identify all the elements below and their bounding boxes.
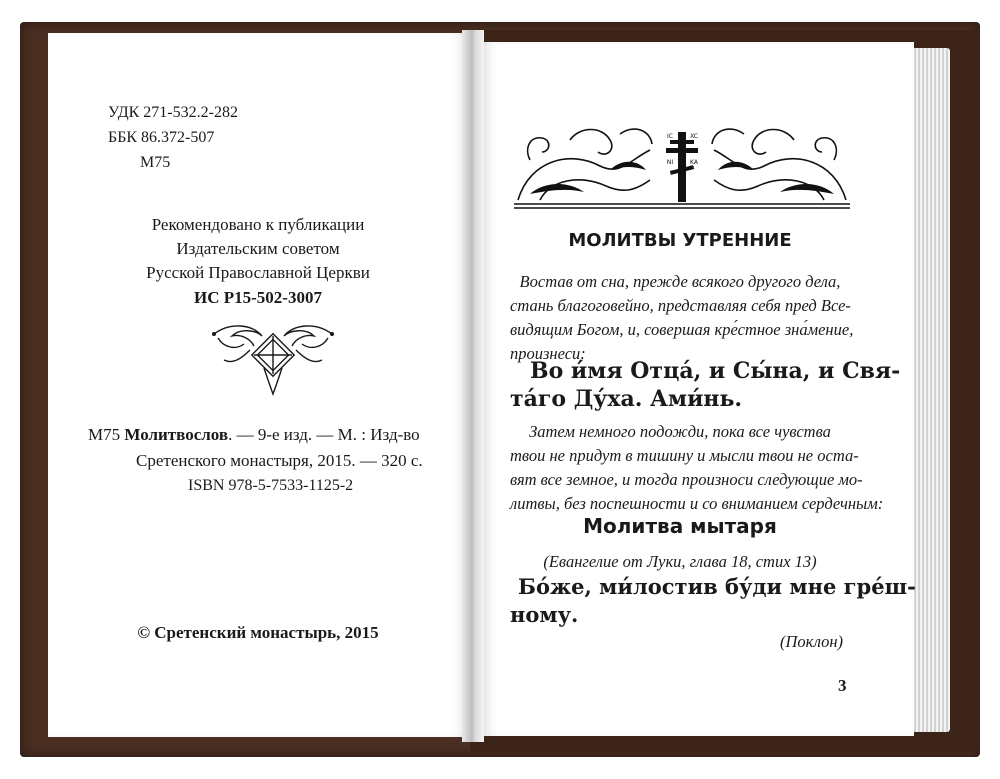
recommend-line-2: Издательским советом: [176, 239, 340, 258]
intro-line-3: видящим Богом, и, совершая кре́стное зна́мение,: [510, 320, 854, 339]
copyright: © Сретенский монастырь, 2015: [137, 623, 379, 642]
headpiece-ornament-icon: [510, 120, 854, 216]
ornament-icon: [210, 320, 336, 396]
biblio-entry-line-2: Сретенского монастыря, 2015. — 320 с.: [136, 451, 423, 470]
prayer-line-1: Бо́же, ми́лостив бу́ди мне гре́ш-: [518, 574, 916, 599]
headpiece-inscription-ka: KA: [690, 159, 698, 166]
prayer-line-2: ному.: [510, 602, 579, 627]
recommend-line-1: Рекомендовано к публикации: [151, 215, 365, 234]
recommend-line-3: Русской Православной Церкви: [146, 263, 370, 282]
isbn: ISBN 978-5-7533-1125-2: [188, 477, 354, 494]
headpiece-inscription-ni: NI: [666, 159, 674, 166]
invocation-line-2: та́го Ду́ха. Ами́нь.: [510, 386, 743, 412]
bow-instruction: (Поклон): [780, 632, 844, 651]
biblio-entry-line-1: [88, 425, 420, 445]
page-number: 3: [838, 676, 847, 695]
biblio-rest: . — 9-е изд. — М. : Изд-во: [228, 425, 420, 444]
instruction-line-4: литвы, без поспешности и со вниманием сердечным:: [510, 494, 884, 513]
instruction-line-3: вят все земное, и тогда произноси следующие мо-: [510, 470, 863, 489]
instruction-line-2: твои не придут в тишину и мысли твои не оста-: [510, 446, 859, 465]
headpiece-inscription-left: IC: [667, 133, 673, 140]
prayer-title: Молитва мытаря: [583, 514, 777, 538]
biblio-title: Молитвослов: [124, 425, 229, 444]
bbk-code: ББК 86.372-507: [108, 129, 215, 146]
section-title: МОЛИТВЫ УТРЕННИЕ: [568, 230, 792, 251]
headpiece-inscription-right: XC: [690, 133, 698, 140]
intro-line-1: Востав от сна, прежде всякого другого дела,: [519, 272, 841, 291]
udk-code: УДК 271-532.2-282: [108, 104, 238, 121]
author-code: М75: [140, 154, 171, 171]
publishing-council-number: ИС Р15-502-3007: [194, 288, 322, 307]
biblio-code: М75: [88, 425, 121, 444]
intro-line-4: произнеси:: [510, 344, 586, 363]
prayer-source: (Евангелие от Луки, глава 18, стих 13): [543, 552, 817, 571]
intro-line-2: стань благоговейно, представляя себя пред Все-: [510, 296, 851, 315]
invocation-line-1: Во и́мя Отца́, и Сы́на, и Свя-: [530, 358, 901, 384]
page-edges: [912, 48, 950, 732]
instruction-line-1: Затем немного подожди, пока все чувства: [529, 422, 831, 441]
